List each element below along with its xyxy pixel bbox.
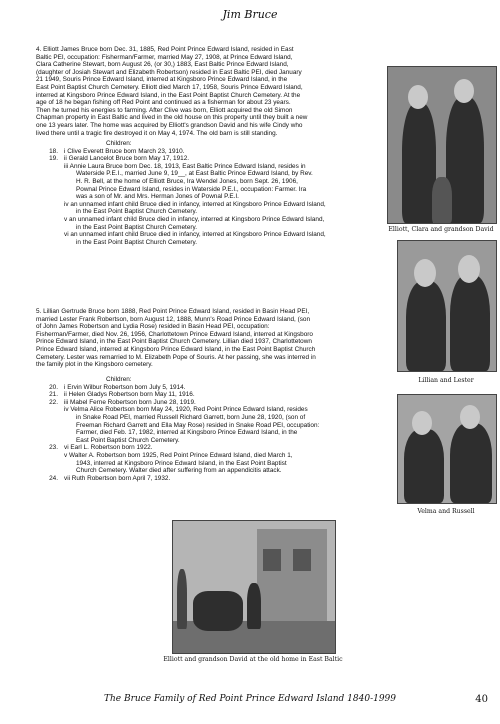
child-text: ii Gerald Lancelot Bruce born May 17, 1912.: [64, 155, 190, 163]
child-text: Farmer, died Feb. 17, 1982, interred at Kingsboro Prince Edward Island, in the: [76, 429, 298, 437]
child-text: iii Annie Laura Bruce born Dec. 18, 1913, East Baltic Prince Edward Island, resides in: [64, 162, 306, 170]
child-entry: [36, 231, 396, 239]
paragraph-lillian: [36, 308, 396, 369]
para2-line: Prince Edward Island, interred at Kingsboro Prince Edward Island, in the East Point Baptist Church: [36, 345, 316, 353]
child-text: Freeman Richard Garrett and Ella May Rose) resided in Snake Road PEI, occupation:: [76, 421, 320, 429]
child-number: 21.: [49, 391, 58, 399]
para2-line: Fisherman/Farmer, died Nov. 26, 1956, Charlottetown Prince Edward Island, interred at Kingsboro: [36, 330, 313, 338]
child-text: in Snake Road PEI, married Russell Richard Garrett, born June 28, 1920, (son of: [76, 413, 306, 421]
child-text: H. R. Bell, at the home of Elliott Bruce, Ira Wendel Jones, born Sept. 26, 1906,: [76, 177, 298, 185]
children-list-elliott: [36, 140, 396, 246]
para2-line: Prince Edward Island, in the East Point Baptist Church Cemetery. Lillian died 1937, Charlottetown: [36, 338, 312, 346]
child-entry: [36, 216, 396, 224]
caption-photo3: Velma and Russell: [417, 508, 475, 515]
photo-velma-russell: [397, 394, 497, 504]
child-entry: [36, 208, 396, 216]
para1-line: one 13 years later. The home was acquired by Elliott's grandson David and his wife Cindy who: [36, 121, 303, 129]
child-number: 24.: [49, 474, 58, 482]
child-text: vii Ruth Robertson born April 7, 1932.: [64, 474, 171, 482]
child-entry: [36, 437, 396, 445]
child-entry: [36, 429, 396, 437]
child-text: v an unnamed infant child Bruce died in infancy, interred at Kingsboro Prince Edward Island,: [64, 215, 325, 223]
child-entry: [36, 406, 396, 414]
child-text: i Ervin Wilbur Robertson born July 5, 1914.: [64, 383, 186, 391]
photo-elliott-clara-david: [387, 66, 497, 224]
child-entry: [36, 399, 396, 407]
child-text: Church Cemetery. Walter died after suffering from an appendicitis attack.: [76, 467, 282, 475]
child-text: 1943, interred at Kingsboro Prince Edward Island, in the East Point Baptist: [76, 459, 287, 467]
para1-line: Chapman property in East Baltic and lived in the old house on this property until they built a new: [36, 114, 308, 122]
para1-line: Baltic PEI, occupation: Fisherman/Farmer, married May 27, 1908, at Prince Edward Island,: [36, 53, 293, 61]
child-entry: [36, 444, 396, 452]
child-text: Waterside P.E.I., married June 9, 19__, at East Baltic Prince Edward Island, by Rev.: [76, 170, 313, 178]
child-entry: [36, 170, 396, 178]
child-number: 20.: [49, 383, 58, 391]
child-text: Pownal Prince Edward Island, resides in Waterside P.E.I., occupation: Farmer. Ira: [76, 185, 307, 193]
para2-line: 5. Lillian Gertrude Bruce born 1888, Red Point Prince Edward Island, resided in Basin Head PEI,: [36, 308, 310, 315]
para1-line: lived there until a tragic fire destroyed it on May 4, 1974. The old barn is still standing.: [36, 129, 278, 137]
para2-line: the family plot in the Kingsboro cemetery.: [36, 361, 153, 369]
child-entry: [36, 178, 396, 186]
child-text: East Point Baptist Church Cemetery.: [76, 436, 180, 444]
para1-line: age of 18 he began fishing off Red Point and continued as a fisherman for about 23 years.: [36, 99, 291, 107]
para2-line: Cemetery. Lester was remarried to M. Elizabeth Pope of Souris. At her passing, she was interred in: [36, 353, 316, 361]
child-entry: [36, 186, 396, 194]
child-entry: [36, 148, 396, 156]
child-entry: [36, 460, 396, 468]
child-entry: [36, 452, 396, 460]
child-text: in the East Point Baptist Church Cemetery.: [76, 238, 198, 246]
para1-line: 4. Elliott James Bruce born Dec. 31, 1885, Red Point Prince Edward Island, resided in East: [36, 46, 294, 53]
photo-elliott-david-old-home: [172, 520, 336, 654]
para1-line: East Point Baptist Church Cemetery. Elliott died March 17, 1958, Souris Prince Edward Island,: [36, 83, 303, 91]
para2-line: of John James Robertson and Lydia Rose) resided in Basin Head PEI, occupation:: [36, 323, 270, 331]
child-text: vi Earl L. Robertson born 1922.: [64, 444, 153, 452]
para2-line: married Lester Frank Robertson, born August 12, 1888, Munn's Road Prince Edward Island, (son: [36, 315, 311, 323]
child-text: v Walter A. Robertson born 1925, Red Point Prince Edward Island, died March 1,: [64, 451, 293, 459]
child-number: 19.: [49, 155, 58, 163]
child-entry: [36, 422, 396, 430]
child-number: 18.: [49, 147, 58, 155]
child-text: iv an unnamed infant child Bruce died in infancy, interred at Kingsboro Prince Edward Island,: [64, 200, 326, 208]
page-header: Jim Bruce: [222, 8, 278, 21]
para1-line: 21 1949, Souris Prince Edward Island, interred at Kingsboro Prince Edward Island, in the: [36, 76, 288, 84]
para1-line: Then he turned his energies to farming. After Clive was born, Elliott acquired the old Simon: [36, 106, 293, 114]
child-entry: [36, 163, 396, 171]
caption-photo4: Elliott and grandson David at the old home in East Baltic: [163, 656, 343, 663]
child-number: 22.: [49, 398, 58, 406]
child-entry: [36, 475, 396, 483]
para1-line: Clara Catherine Stewart, born August 26, (or 30,) 1883, East Baltic Prince Edward Island,: [36, 61, 289, 69]
child-text: in the East Point Baptist Church Cemetery.: [76, 223, 198, 231]
paragraph-elliott: [36, 46, 386, 137]
child-entry: [36, 224, 396, 232]
child-text: was a son of Mr. and Mrs. Herman Jones of Pownal P.E.I.: [76, 193, 239, 201]
caption-photo1: Elliott, Clara and grandson David: [388, 226, 494, 233]
child-number: 23.: [49, 444, 58, 452]
child-text: iv Velma Alice Robertson born May 24, 1920, Red Point Prince Edward Island, resides: [64, 406, 308, 414]
child-entry: [36, 201, 396, 209]
child-text: iii Mabel Ferne Robertson born June 28, 1919.: [64, 398, 196, 406]
page-footer: The Bruce Family of Red Point Prince Edward Island 1840-1999: [103, 694, 397, 704]
child-entry: [36, 414, 396, 422]
photo-lillian-lester: [397, 240, 497, 372]
para1-line: (daughter of Josiah Stewart and Elizabeth Robertson) resided in East Baltic PEI, died January: [36, 68, 302, 76]
children-list-lillian: [36, 376, 396, 482]
para1-line: interred at Kingsboro Prince Edward Island, in the East Point Baptist Church Cemetery. At the: [36, 91, 301, 99]
page-number: 40: [475, 694, 488, 705]
child-entry: [36, 384, 396, 392]
children-label: Children:: [106, 376, 132, 383]
child-entry: [36, 193, 396, 201]
children-label: Children:: [106, 140, 132, 147]
child-entry: [36, 239, 396, 247]
child-text: in the East Point Baptist Church Cemetery.: [76, 208, 198, 216]
caption-photo2: Lillian and Lester: [418, 377, 474, 384]
child-text: vi an unnamed infant child Bruce died in infancy, interred at Kingsboro Prince Edward Island,: [64, 231, 326, 239]
child-entry: [36, 467, 396, 475]
child-text: i Clive Everett Bruce born March 23, 1910.: [64, 147, 185, 155]
child-entry: [36, 391, 396, 399]
child-entry: [36, 155, 396, 163]
child-text: ii Helen Gladys Robertson born May 11, 1916.: [64, 391, 195, 399]
